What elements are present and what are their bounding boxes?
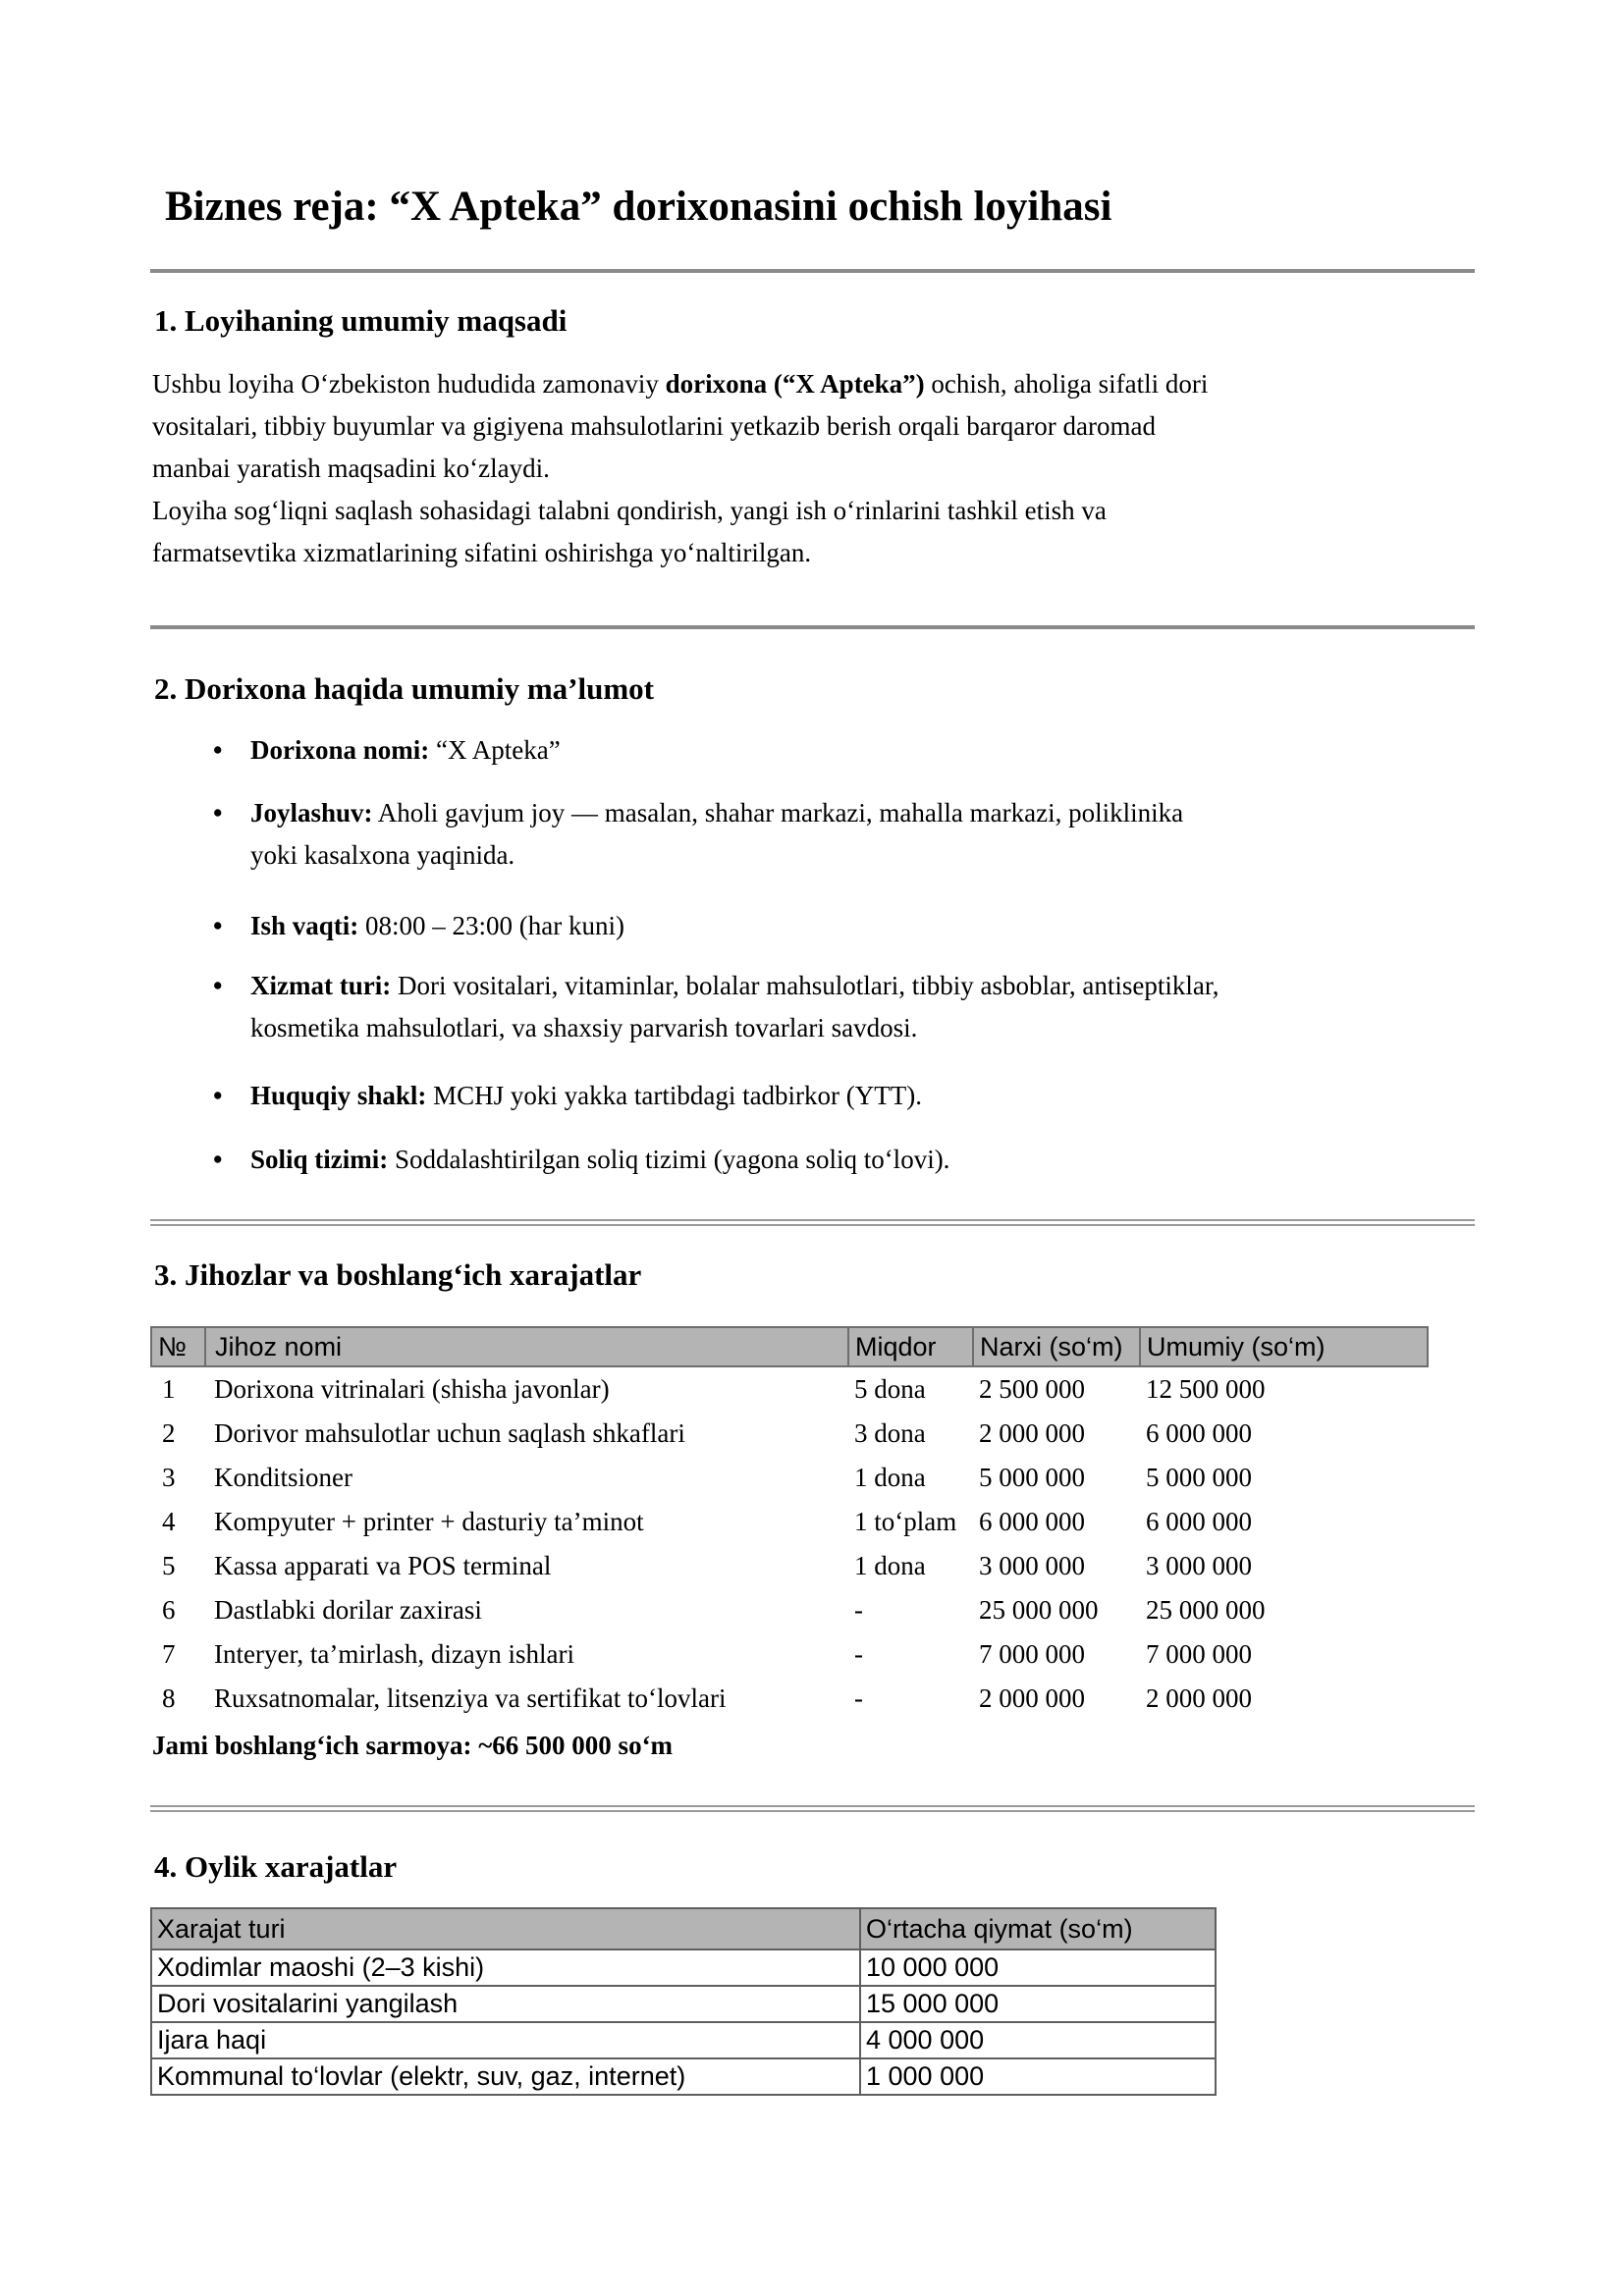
horizontal-rule [150,625,1475,629]
bullet-label: Ish vaqti: [250,911,359,940]
table-cell: 4 000 000 [860,2022,1216,2058]
paragraph-text: Ushbu loyiha O‘zbekiston hududida zamonaviy [152,369,666,399]
table-cell: - [854,1683,863,1713]
paragraph-line: manbai yaratish maqsadini ko‘zlaydi. [152,454,550,483]
bullet-text: Soddalashtirilgan soliq tizimi (yagona soliq to‘lovi). [388,1145,950,1174]
table-cell: 4 [162,1507,176,1536]
table-cell: 1 dona [854,1463,926,1492]
table-cell: 12 500 000 [1146,1374,1266,1404]
table-cell: Ijara haqi [151,2022,860,2058]
table-cell: 6 000 000 [979,1507,1085,1536]
table-cell: 1 [162,1374,176,1404]
section1-paragraph [152,363,1497,574]
table-cell: - [854,1595,863,1625]
table-cell: 2 [162,1418,176,1448]
list-item [250,1075,1497,1117]
table-cell: 6 000 000 [1146,1418,1252,1448]
column-header: Narxi (so‘m) [973,1327,1140,1366]
table-cell: 3 dona [854,1418,926,1448]
table-cell: 1 000 000 [860,2058,1216,2095]
equipment-costs-table [150,1326,1429,1721]
bullet-text: Dori vositalari, vitaminlar, bolalar mahsulotlari, tibbiy asboblar, antiseptiklar, [391,971,1219,1000]
table-cell: Dorivor mahsulotlar uchun saqlash shkaflari [214,1418,685,1448]
list-item [250,1139,1497,1181]
table-cell: 5 000 000 [1146,1463,1252,1492]
table-cell: - [854,1639,863,1669]
table-cell: 7 000 000 [1146,1639,1252,1669]
bullet-text: Aholi gavjum joy — masalan, shahar markazi, mahalla markazi, poliklinika [372,798,1184,828]
table-cell: 5 000 000 [979,1463,1085,1492]
column-header: Jihoz nomi [205,1327,848,1366]
table-cell: 2 500 000 [979,1374,1085,1404]
table-cell: 2 000 000 [979,1418,1085,1448]
section4-heading: 4. Oylik xarajatlar [154,1849,398,1884]
bullet-label: Soliq tizimi: [250,1145,389,1174]
paragraph-line [152,363,1497,405]
table-cell: 7 000 000 [979,1639,1085,1669]
table-row [151,1412,1428,1456]
table-cell: 6 [162,1595,176,1625]
table-cell: 15 000 000 [860,1986,1216,2022]
table-header-row [151,1327,1428,1366]
table-row [151,1456,1428,1500]
table-cell: 25 000 000 [979,1595,1099,1625]
table-cell: Konditsioner [214,1463,352,1492]
table-cell: 3 000 000 [979,1551,1085,1580]
table-cell: Ruxsatnomalar, litsenziya va sertifikat to‘lovlari [214,1683,727,1713]
table-cell: Xodimlar maoshi (2–3 kishi) [151,1949,860,1986]
bullet-text: yoki kasalxona yaqinida. [250,840,515,870]
table-cell: 2 000 000 [979,1683,1085,1713]
table-row [151,1544,1428,1588]
table-row [151,2022,1216,2058]
table-cell: Dorixona vitrinalari (shisha javonlar) [214,1374,610,1404]
list-item [250,965,1497,1049]
table-row [151,1366,1428,1412]
table-cell: 1 dona [854,1551,926,1580]
bullet-text: 08:00 – 23:00 (har kuni) [358,911,624,940]
paragraph-text: ochish, aholiga sifatli dori [924,369,1209,399]
table-cell: Kommunal to‘lovlar (elektr, suv, gaz, internet) [151,2058,860,2095]
bullet-text: MCHJ yoki yakka tartibdagi tadbirkor (YTT). [426,1081,923,1110]
section3-heading: 3. Jihozlar va boshlang‘ich xarajatlar [154,1257,642,1292]
bullet-label: Dorixona nomi: [250,735,430,765]
bullet-label: Xizmat turi: [250,971,392,1000]
column-header: Umumiy (so‘m) [1140,1327,1428,1366]
column-header: O‘rtacha qiymat (so‘m) [860,1908,1216,1949]
table-row [151,2058,1216,2095]
table-row [151,1677,1428,1721]
bullet-label: Huquqiy shakl: [250,1081,427,1110]
table-row [151,1500,1428,1544]
table-cell: Dori vositalarini yangilash [151,1986,860,2022]
table-row [151,1588,1428,1632]
horizontal-rule [150,269,1475,273]
list-item [250,729,1497,772]
table-cell: 5 [162,1551,176,1580]
table-cell: 10 000 000 [860,1949,1216,1986]
table-cell: 1 to‘plam [854,1507,957,1536]
table-cell: 3 [162,1463,176,1492]
table-row [151,1986,1216,2022]
table-cell: 2 000 000 [1146,1683,1252,1713]
paragraph-line: vositalari, tibbiy buyumlar va gigiyena mahsulotlarini yetkazib berish orqali barqaror daromad [152,411,1156,441]
paragraph-line: farmatsevtika xizmatlarining sifatini oshirishga yo‘naltirilgan. [152,538,812,567]
table-header-row [151,1908,1216,1949]
table-cell: Kompyuter + printer + dasturiy ta’minot [214,1507,644,1536]
total-initial-capital: Jami boshlang‘ich sarmoya: ~66 500 000 so‘m [152,1731,674,1760]
table-cell: Dastlabki dorilar zaxirasi [214,1595,482,1625]
table-cell: 8 [162,1683,176,1713]
section2-heading: 2. Dorixona haqida umumiy ma’lumot [154,671,654,706]
horizontal-rule [150,1805,1475,1812]
table-cell: 3 000 000 [1146,1551,1252,1580]
paragraph-bold-text: dorixona (“X Apteka”) [665,369,925,399]
table-row [151,1632,1428,1677]
table-cell: 5 dona [854,1374,926,1404]
column-header: Xarajat turi [151,1908,860,1949]
list-item [250,905,1497,947]
column-header: Miqdor [848,1327,973,1366]
horizontal-rule [150,1219,1475,1226]
bullet-text: kosmetika mahsulotlari, va shaxsiy parvarish tovarlari savdosi. [250,1013,918,1042]
table-cell: Interyer, ta’mirlash, dizayn ishlari [214,1639,575,1669]
table-cell: 6 000 000 [1146,1507,1252,1536]
bullet-label: Joylashuv: [250,798,373,828]
paragraph-line: Loyiha sog‘liqni saqlash sohasidagi talabni qondirish, yangi ish o‘rinlarini tashkil etish va [152,496,1107,525]
bullet-text: “X Apteka” [429,735,561,765]
monthly-costs-table [150,1907,1217,2096]
table-cell: 25 000 000 [1146,1595,1266,1625]
list-item [250,792,1497,877]
document-title: Biznes reja: “X Apteka” dorixonasini ochish loyihasi [165,184,1112,230]
column-header: № [151,1327,205,1366]
table-cell: 7 [162,1639,176,1669]
table-row [151,1949,1216,1986]
table-cell: Kassa apparati va POS terminal [214,1551,552,1580]
section1-heading: 1. Loyihaning umumiy maqsadi [154,303,568,338]
